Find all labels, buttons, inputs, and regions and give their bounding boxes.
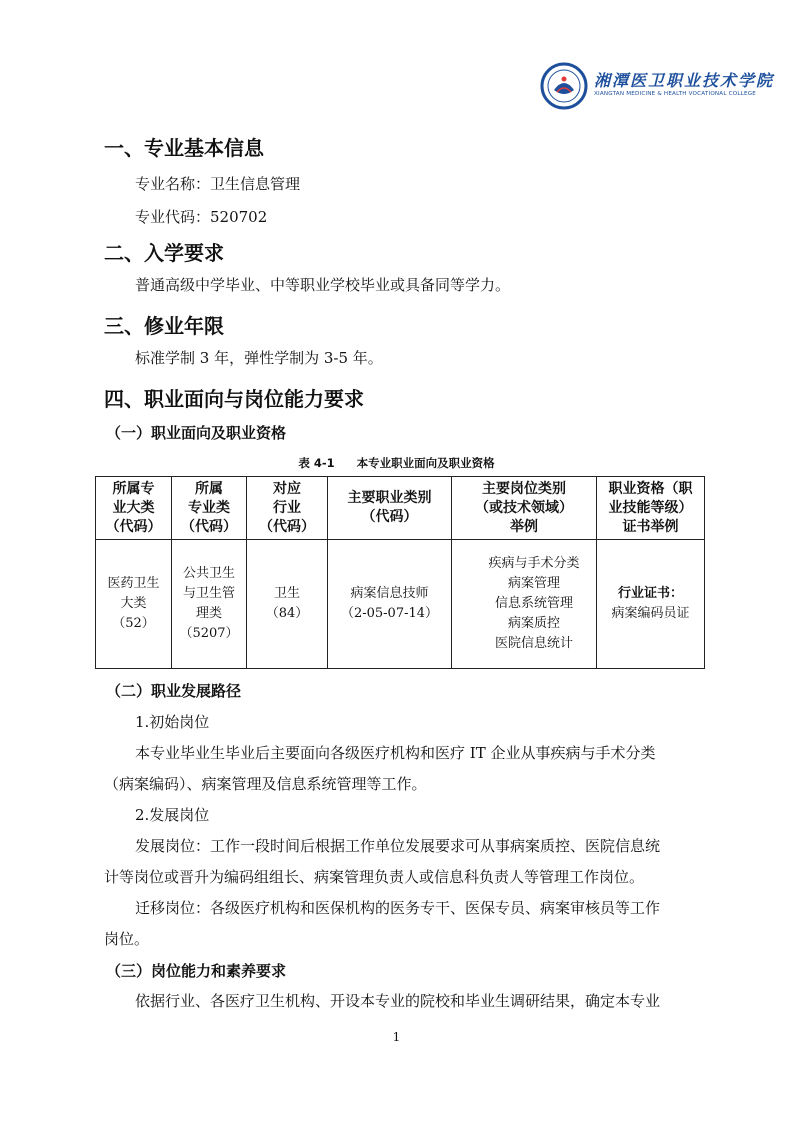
cell-certificates: 行业证书： 病案编码员证: [597, 540, 705, 669]
header-positions: 主要岗位类别 （或技术领域） 举例: [452, 477, 597, 540]
table-header-row: [96, 477, 705, 540]
header-class: 所属 专业类 （代码）: [172, 477, 247, 540]
transfer-position-line1: 迁移岗位：各级医疗机构和医保机构的医务专干、医保专员、病案审核员等工作: [135, 899, 661, 917]
table-row: [96, 540, 705, 669]
career-table: [95, 476, 705, 669]
initial-position-line2: （病案编码）、病案管理及信息系统管理等工作。: [104, 775, 427, 793]
major-code: 专业代码：520702: [135, 208, 268, 226]
major-name: 专业名称：卫生信息管理: [135, 175, 301, 193]
section-title-career: 四、职业面向与岗位能力要求: [104, 387, 364, 411]
header-occupation: 主要职业类别 （代码）: [328, 477, 452, 540]
competency-text: 依据行业、各医疗卫生机构、开设本专业的院校和毕业生调研结果，确定本专业: [135, 992, 661, 1010]
initial-position-title: 1.初始岗位: [135, 713, 210, 731]
cell-industry: 卫生 （84）: [247, 540, 328, 669]
development-position-title: 2.发展岗位: [135, 806, 210, 824]
table-caption-text: 本专业职业面向及职业资格: [356, 456, 495, 470]
development-position-line2: 计等岗位或晋升为编码组组长、病案管理负责人或信息科负责人等管理工作岗位。: [104, 868, 645, 886]
development-position-line1: 发展岗位：工作一段时间后根据工作单位发展要求可从事病案质控、医院信息统: [135, 837, 661, 855]
table-caption: [0, 455, 793, 471]
college-emblem-icon: [540, 62, 588, 110]
subsection-career-path: （二）职业发展路径: [106, 682, 242, 700]
cell-positions: 疾病与手术分类 病案管理 信息系统管理 病案质控 医院信息统计: [452, 540, 597, 669]
admission-text: 普通高级中学毕业、中等职业学校毕业或具备同等学力。: [135, 276, 511, 294]
college-logo: [540, 62, 775, 112]
header-certificates: 职业资格（职 业技能等级） 证书举例: [597, 477, 705, 540]
duration-text: 标准学制 3 年，弹性学制为 3-5 年。: [135, 349, 383, 367]
section-title-basic-info: 一、专业基本信息: [104, 136, 264, 160]
cell-occupation: 病案信息技师 （2-05-07-14）: [328, 540, 452, 669]
header-category: 所属专 业大类 （代码）: [96, 477, 172, 540]
section-title-admission: 二、入学要求: [104, 241, 224, 265]
college-name-cn: 湘潭医卫职业技术学院: [594, 71, 775, 90]
initial-position-line1: 本专业毕业生毕业后主要面向各级医疗机构和医疗 IT 企业从事疾病与手术分类: [135, 744, 656, 762]
subsection-competency: （三）岗位能力和素养要求: [106, 962, 287, 980]
cell-class: 公共卫生 与卫生管 理类 （5207）: [172, 540, 247, 669]
college-name-en: XIANGTAN MEDICINE & HEALTH VOCATIONAL COLLEGE: [594, 91, 756, 97]
subsection-career-orientation: （一）职业面向及职业资格: [106, 424, 287, 442]
cell-category: 医药卫生 大类 （52）: [96, 540, 172, 669]
header-industry: 对应 行业 （代码）: [247, 477, 328, 540]
section-title-duration: 三、修业年限: [104, 314, 224, 338]
page-number: 1: [392, 1030, 401, 1044]
table-caption-number: 表 4-1: [298, 456, 335, 470]
transfer-position-line2: 岗位。: [104, 930, 150, 948]
